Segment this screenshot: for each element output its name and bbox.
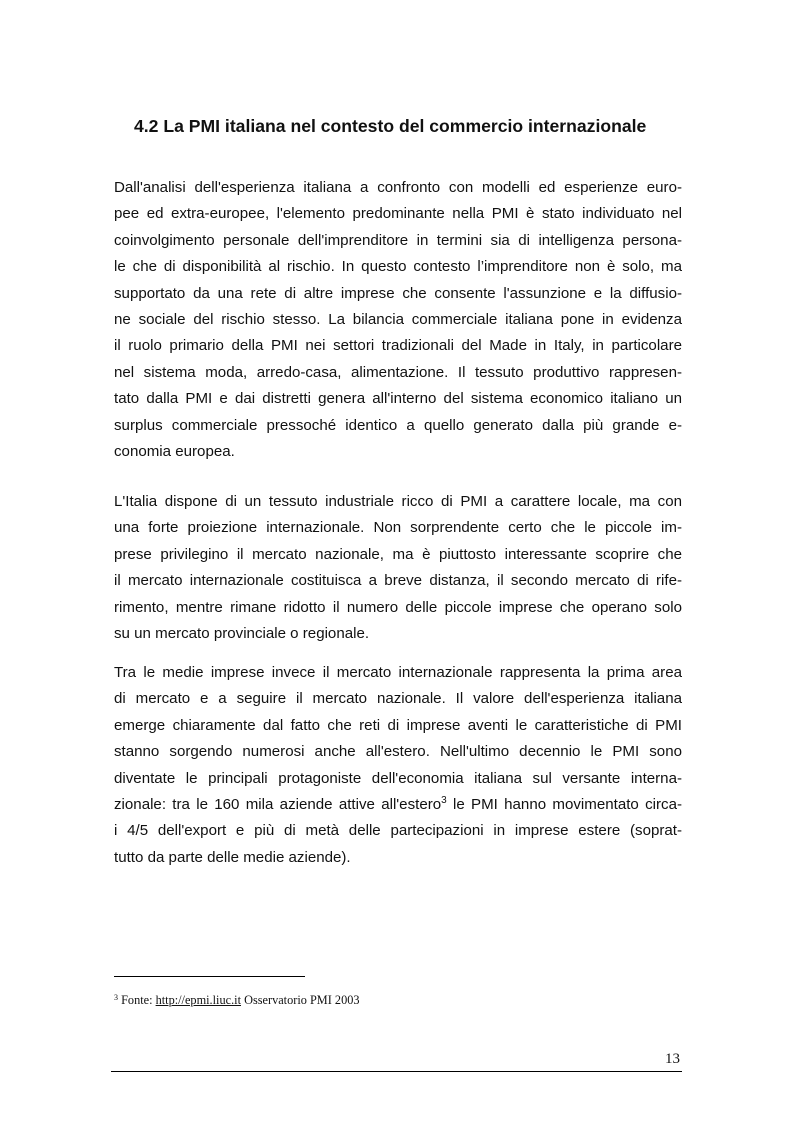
footnote-label: Fonte: — [121, 993, 153, 1007]
text-segment: zionale: tra le 160 mila aziende attive all'estero — [114, 795, 442, 813]
text-line: il ruolo primario della PMI nei settori tradizionali del Made in Italy, in particolare — [114, 337, 682, 355]
footnote-marker: 3 — [114, 993, 118, 1002]
text-line: il mercato internazionale costituisca a breve distanza, il secondo mercato di rife- — [114, 572, 682, 590]
text-line: supportato da una rete di altre imprese che consente l'assunzione e la diffusio- — [114, 284, 682, 302]
footnote-reference[interactable]: 3 — [441, 794, 447, 806]
text-line: prese privilegino il mercato nazionale, ma è piuttosto interessante scoprire che — [114, 545, 682, 563]
paragraph-3 — [114, 660, 682, 871]
text-line: nel sistema moda, arredo-casa, alimentazione. Il tessuto produttivo rappresen- — [114, 363, 682, 381]
text-line: diventate le principali protagoniste dell'economia italiana sul versante interna- — [114, 769, 682, 787]
section-heading: 4.2 La PMI italiana nel contesto del commercio internazionale — [134, 116, 647, 136]
text-line: emerge chiaramente dal fatto che reti di imprese aventi le caratteristiche di PMI — [114, 716, 682, 734]
text-line: rimento, mentre rimane ridotto il numero delle piccole imprese che operano solo — [114, 598, 682, 616]
paragraph-2 — [114, 489, 682, 647]
text-line: Tra le medie imprese invece il mercato internazionale rappresenta la prima area — [114, 664, 682, 681]
footnote-source: Osservatorio PMI 2003 — [244, 993, 360, 1007]
page-footer-rule — [111, 1071, 682, 1072]
text-line: su un mercato provinciale o regionale. — [114, 624, 370, 642]
text-line: le che di disponibilità al rischio. In questo contesto l’imprenditore non è solo, ma — [114, 258, 682, 276]
text-line: pee ed extra-europee, l'elemento predominante nella PMI è stato individuato nel — [114, 205, 682, 223]
text-segment: le PMI hanno movimentato circa- — [446, 795, 682, 813]
text-line: una forte proiezione internazionale. Non sorprendente certo che le piccole im- — [114, 519, 682, 537]
footnote — [114, 992, 360, 1008]
text-line: Dall'analisi dell'esperienza italiana a confronto con modelli ed esperienze euro- — [114, 179, 682, 196]
text-line: tutto da parte delle medie aziende). — [114, 848, 351, 866]
text-line: tato dalla PMI e dai distretti genera all'interno del sistema economico italiano un — [114, 390, 682, 408]
text-line: stanno sorgendo numerosi anche all'estero. Nell'ultimo decennio le PMI sono — [114, 743, 682, 761]
footnote-link[interactable]: http://epmi.liuc.it — [155, 993, 241, 1007]
text-line-with-footnote — [114, 792, 682, 818]
body-text — [114, 175, 682, 465]
paragraph-1 — [114, 175, 682, 465]
text-line: surplus commerciale pressoché identico a quello generato dalla più grande e- — [114, 416, 682, 434]
text-line: conomia europea. — [114, 442, 235, 460]
text-line: coinvolgimento personale dell'imprenditore in termini sia di intelligenza persona- — [114, 231, 682, 249]
text-line: ne sociale del rischio stesso. La bilancia commerciale italiana pone in evidenza — [114, 310, 682, 328]
body-text — [114, 660, 682, 871]
body-text — [114, 489, 682, 647]
footnote-separator — [114, 976, 305, 977]
page-number: 13 — [665, 1051, 680, 1067]
text-line: L'Italia dispone di un tessuto industriale ricco di PMI a carattere locale, ma con — [114, 493, 682, 510]
text-line: di mercato e a seguire il mercato nazionale. Il valore dell'esperienza italiana — [114, 690, 682, 708]
text-line: i 4/5 dell'export e più di metà delle partecipazioni in imprese estere (soprat- — [114, 822, 682, 840]
